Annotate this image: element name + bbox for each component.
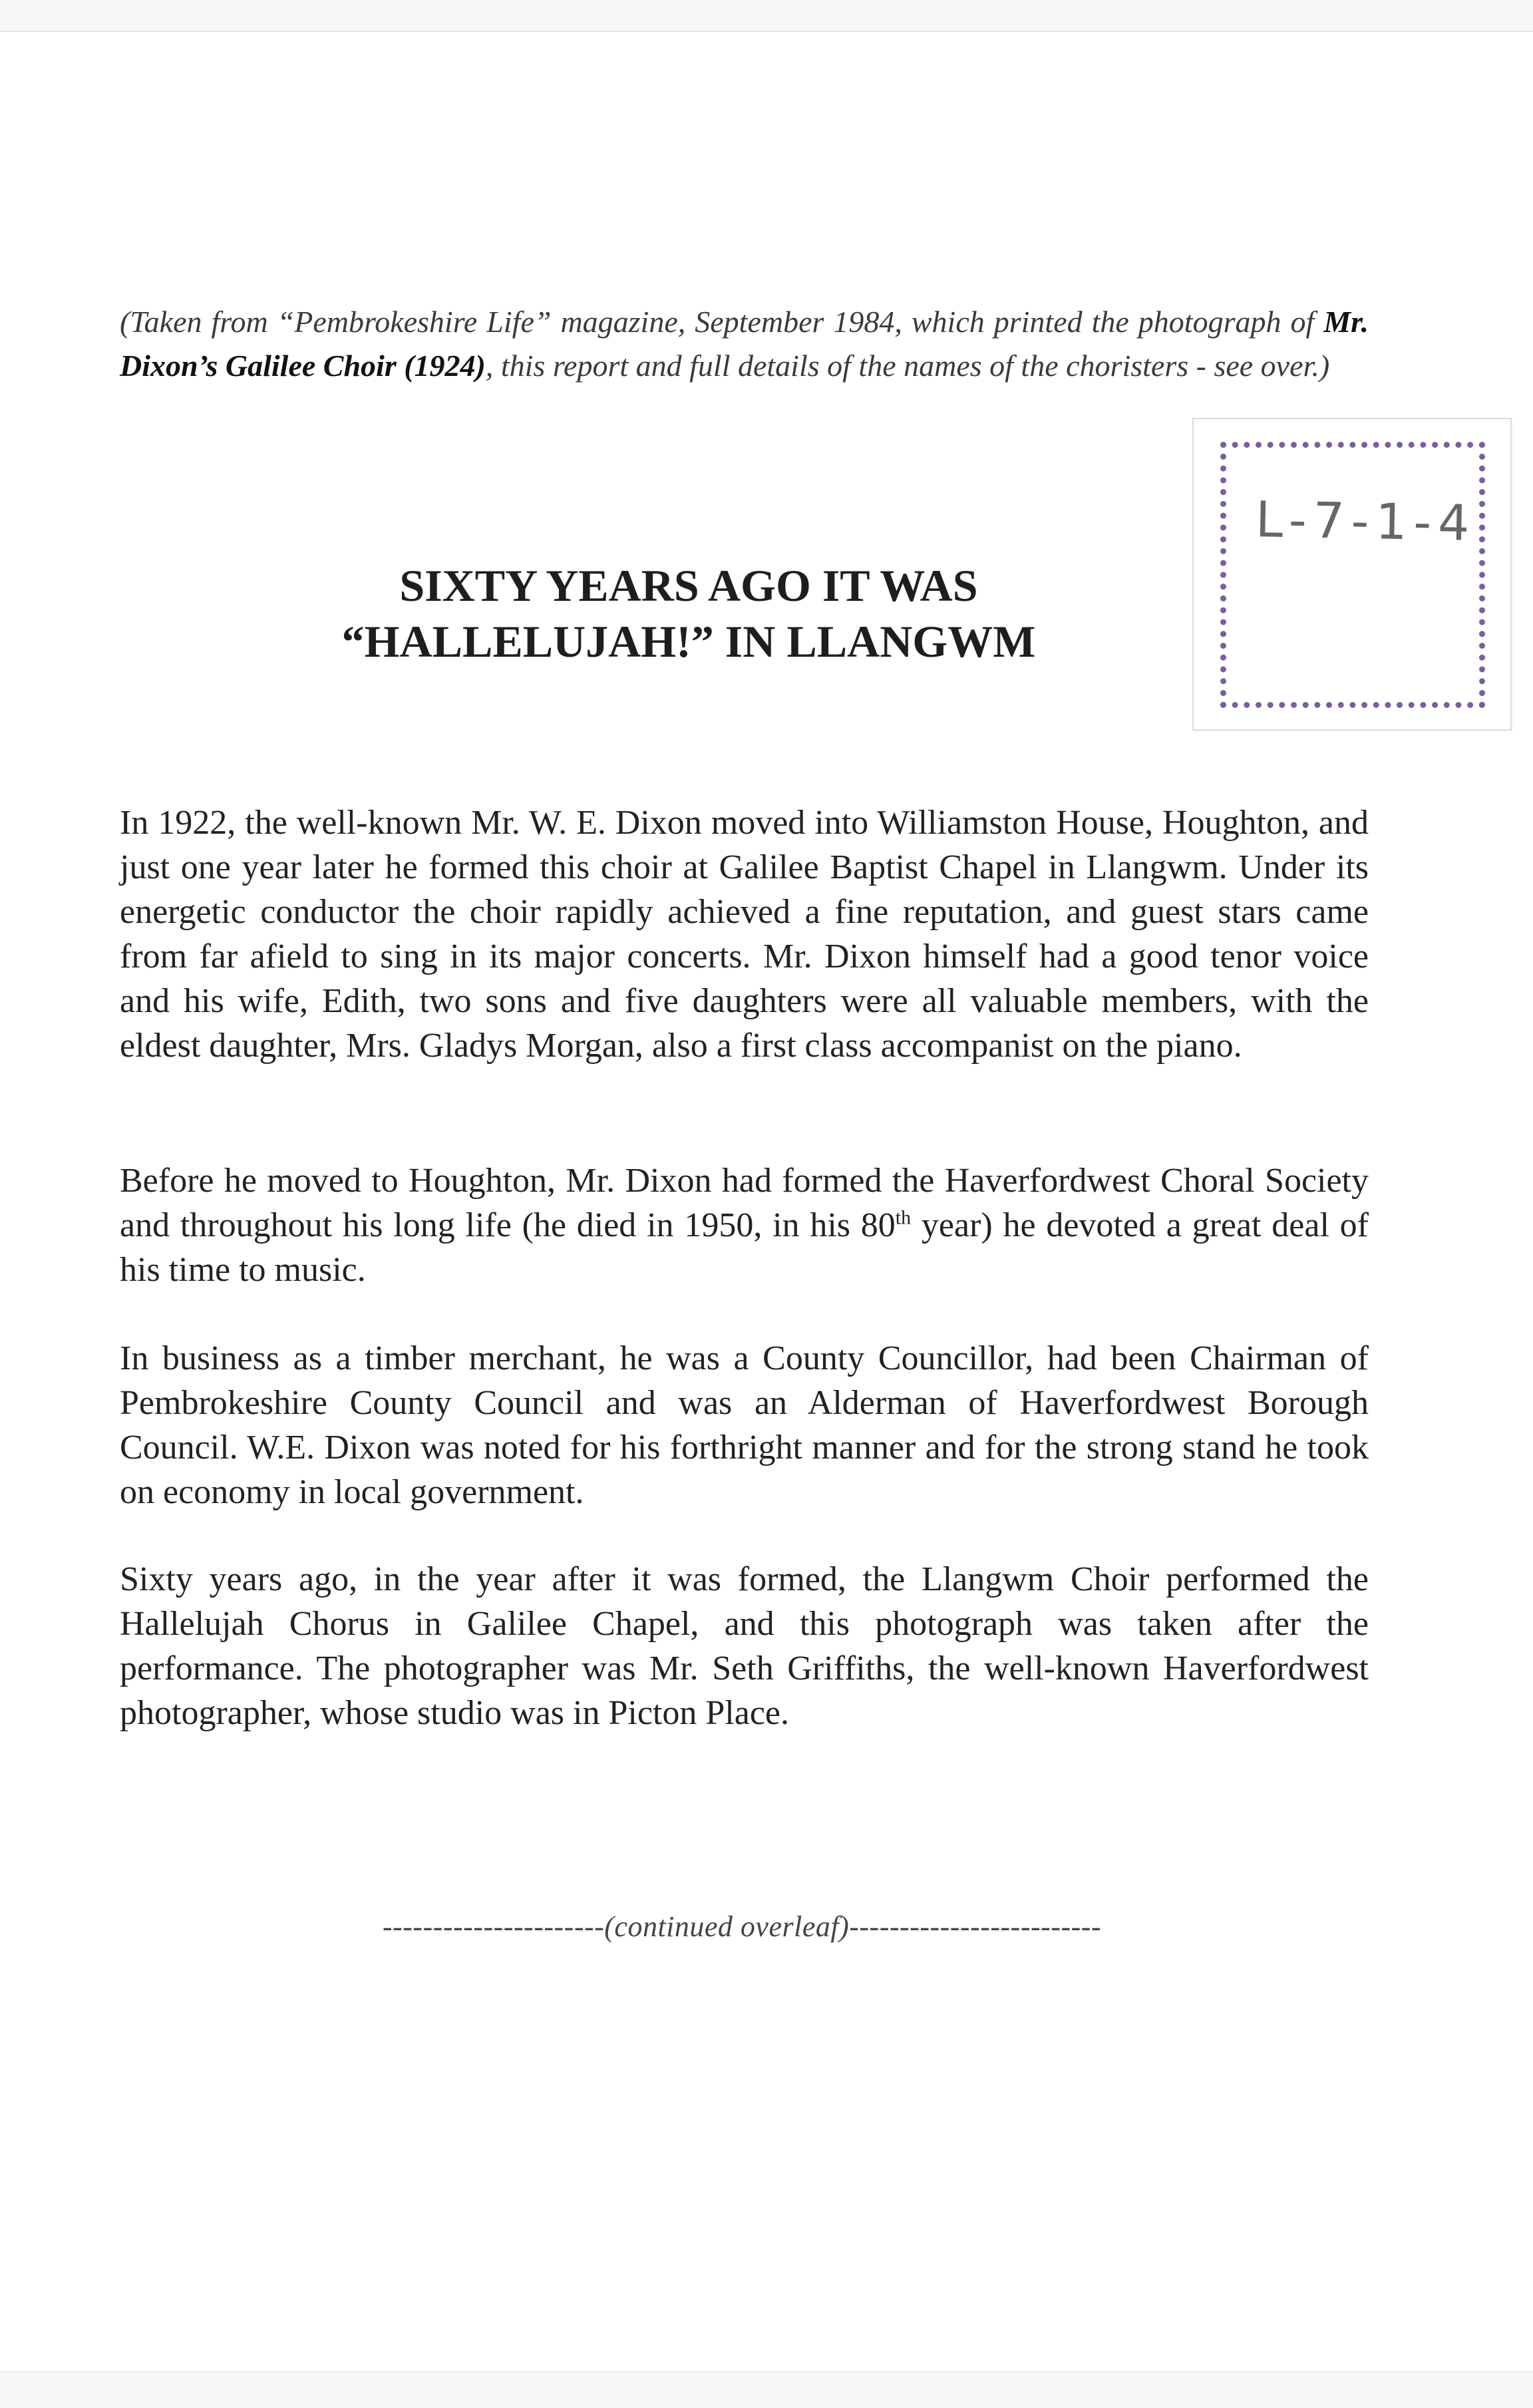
continued-overleaf-note: ----------------------(continued overleaf)------------------------- [382,1910,1102,1943]
source-note-suffix: , this report and full details of the names of the choristers - see over.) [485,349,1330,383]
paragraph-2-start: Before he moved to Houghton, Mr. Dixon had formed the Haverfordwest Choral Society and throughout his long life (he died in 1950, in his 80 [120,1162,1369,1244]
article-title-line-2: “HALLELUJAH!” IN LLANGWM [341,616,1036,667]
archive-label-code: L-7-1-4 [1255,491,1477,552]
paragraph-3: In business as a timber merchant, he was a County Councillor, had been Chairman of Pembrokeshire County Council and was an Alderman of Haverfordwest Borough Council. W.E. Dixon was noted for his forthright manner and for the strong stand he took on economy in local government. [120,1339,1369,1511]
archive-label-dotted-border [1220,442,1485,708]
source-note-prefix: (Taken from “Pembrokeshire Life” magazine, September 1984, which printed the photograph of [120,305,1324,339]
source-note-choir-name: Mr. Dixon’s Galilee Choir (1924) [120,305,1369,383]
paragraph-4: Sixty years ago, in the year after it was formed, the Llangwm Choir performed the Hallelujah Chorus in Galilee Chapel, and this photograph was taken after the performance. The photographer was Mr. Seth Griffiths, the well-known Haverfordwest photographer, whose studio was in Picton Place. [120,1560,1369,1732]
paragraph-2-superscript: th [895,1206,912,1229]
article-title [200,558,1178,669]
source-note [120,300,1369,388]
article-title-line-1: SIXTY YEARS AGO IT WAS [399,560,978,611]
paragraph-1: In 1922, the well-known Mr. W. E. Dixon moved into Williamston House, Houghton, and just one year later he formed this choir at Galilee Baptist Chapel in Llangwm. Under its energetic conductor the choir rapidly achieved a fine reputation, and guest stars came from far afield to sing in its major concerts. Mr. Dixon himself had a good tenor voice and his wife, Edith, two sons and five daughters were all valuable members, with the eldest daughter, Mrs. Gladys Morgan, also a first class accompanist on the piano. [120,804,1369,1065]
paragraph-2-end: year) he devoted a great deal of his time to music. [120,1206,1369,1289]
paragraph-2 [120,1158,1369,1292]
archive-label [1192,418,1512,731]
document-page [0,31,1533,2373]
